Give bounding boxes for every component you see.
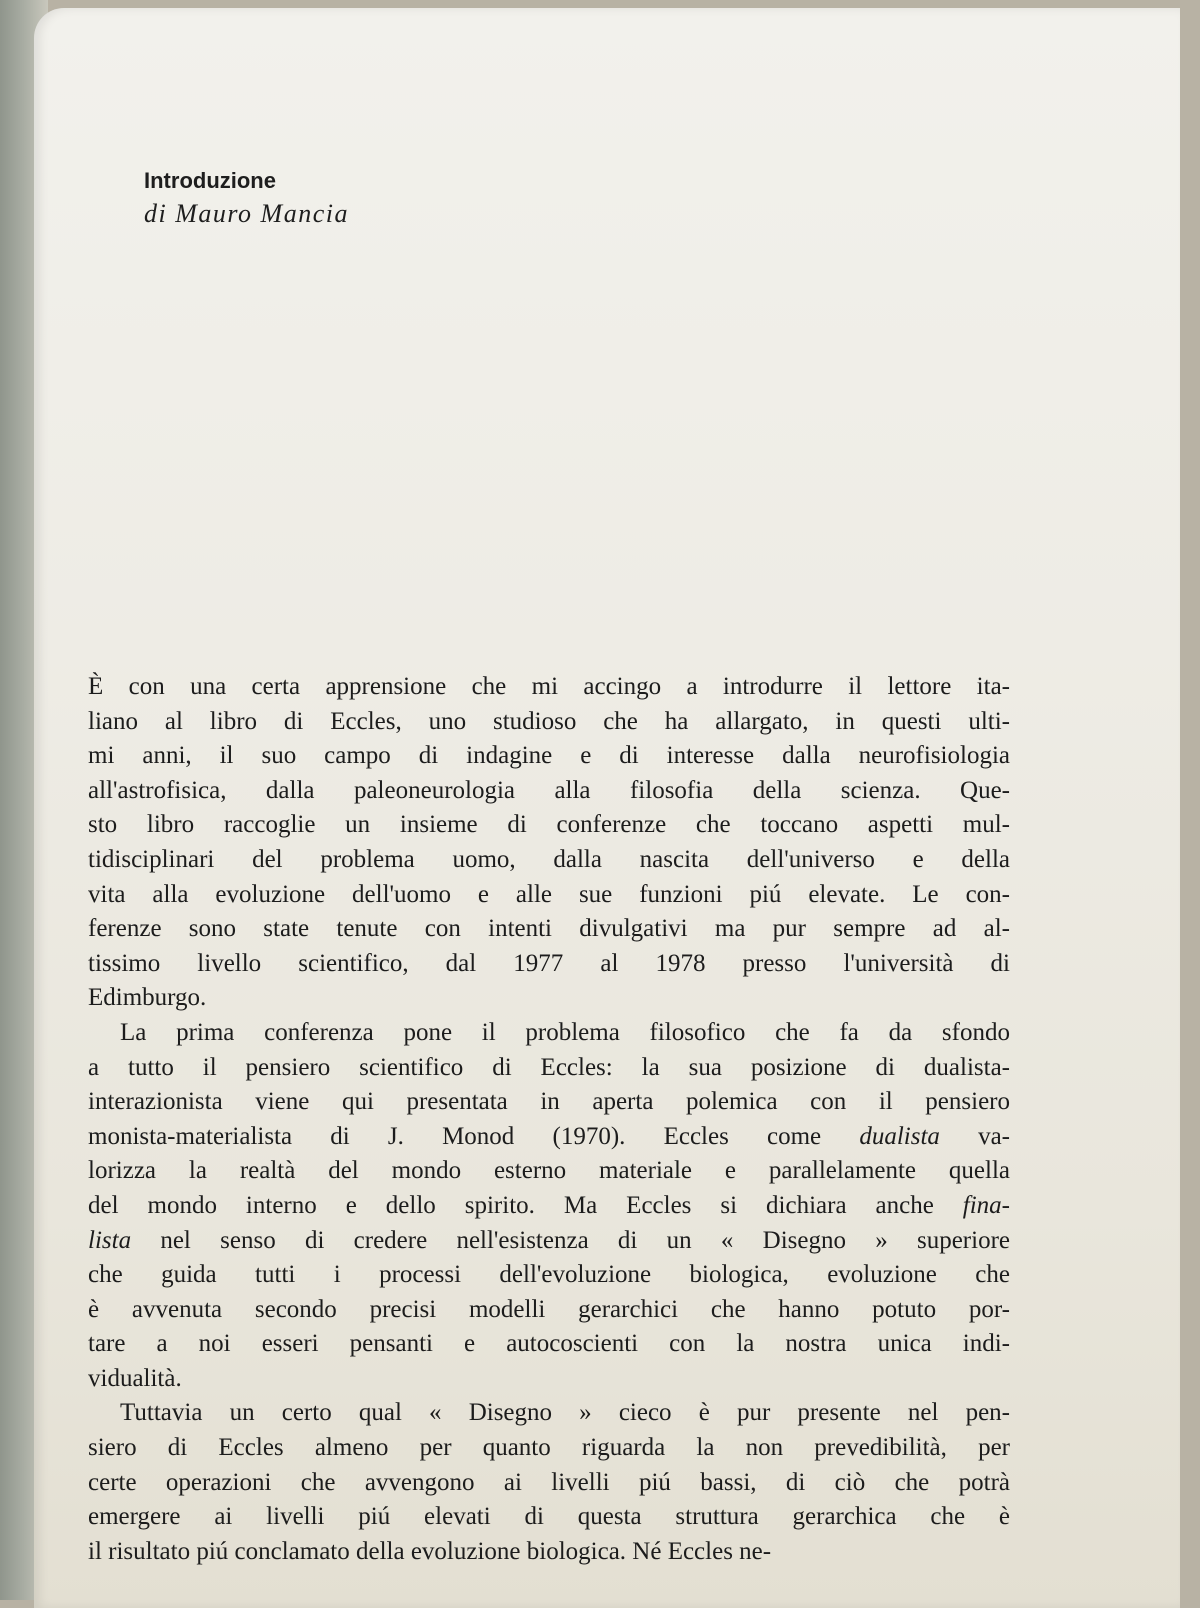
text-line: monista-materialista di J. Monod (1970). Eccles come dualista va- — [88, 1122, 1011, 1150]
text-line: È con una certa apprensione che mi accingo a introdurre il lettore ita- — [88, 673, 1010, 700]
text-line: che guida tutti i processi dell'evoluzione biologica, evoluzione che — [88, 1261, 1010, 1289]
text-line: lorizza la realtà del mondo esterno materiale e parallelamente quella — [88, 1157, 1010, 1185]
text-line: a tutto il pensiero scientifico di Eccles: la sua posizione di dualista- — [88, 1053, 1010, 1081]
text-line: vita alla evoluzione dell'uomo e alle sue funzioni piú elevate. Le con- — [88, 880, 1010, 908]
text-line: liano al libro di Eccles, uno studioso che ha allargato, in questi ulti- — [88, 707, 1010, 735]
text-line: emergere ai livelli piú elevati di questa struttura gerarchica che è — [88, 1503, 1010, 1531]
text-line: Tuttavia un certo qual « Disegno » cieco è pur presente nel pen- — [120, 1399, 1010, 1427]
text-line: tare a noi esseri pensanti e autocoscienti con la nostra unica indi- — [88, 1330, 1010, 1358]
text-line: La prima conferenza pone il problema filosofico che fa da sfondo — [120, 1018, 1010, 1046]
text-line: sto libro raccoglie un insieme di conferenze che toccano aspetti mul- — [88, 811, 1010, 839]
paragraph — [88, 670, 1010, 1016]
text-line: interazionista viene qui presentata in aperta polemica con il pensiero — [88, 1088, 1010, 1116]
chapter-heading — [144, 166, 349, 232]
chapter-author: di Mauro Mancia — [144, 199, 349, 228]
chapter-title: Introduzione — [144, 168, 276, 193]
text-line: tissimo livello scientifico, dal 1977 al 1978 presso l'università di — [88, 949, 1010, 977]
text-line: Edimburgo. — [88, 984, 207, 1012]
paragraph — [88, 1396, 1010, 1569]
paragraph — [88, 1016, 1010, 1397]
text-line: è avvenuta secondo precisi modelli gerarchici che hanno potuto por- — [88, 1295, 1010, 1323]
body-text — [88, 670, 1010, 1569]
text-line: mi anni, il suo campo di indagine e di interesse dalla neurofisiologia — [88, 742, 1010, 770]
text-line: certe operazioni che avvengono ai livelli piú bassi, di ciò che potrà — [88, 1468, 1010, 1496]
text-line: vidualità. — [88, 1364, 182, 1392]
text-line: siero di Eccles almeno per quanto riguarda la non prevedibilità, per — [88, 1434, 1010, 1462]
text-line: lista nel senso di credere nell'esistenza di un « Disegno » superiore — [88, 1226, 1010, 1254]
text-line: il risultato piú conclamato della evoluzione biologica. Né Eccles ne- — [88, 1537, 772, 1565]
text-line: ferenze sono state tenute con intenti divulgativi ma pur sempre ad al- — [88, 915, 1010, 943]
text-line: all'astrofisica, dalla paleoneurologia alla filosofia della scienza. Que- — [88, 776, 1010, 804]
text-line: del mondo interno e dello spirito. Ma Eccles si dichiara anche fina- — [88, 1191, 1010, 1219]
text-line: tidisciplinari del problema uomo, dalla nascita dell'universo e della — [88, 845, 1010, 873]
